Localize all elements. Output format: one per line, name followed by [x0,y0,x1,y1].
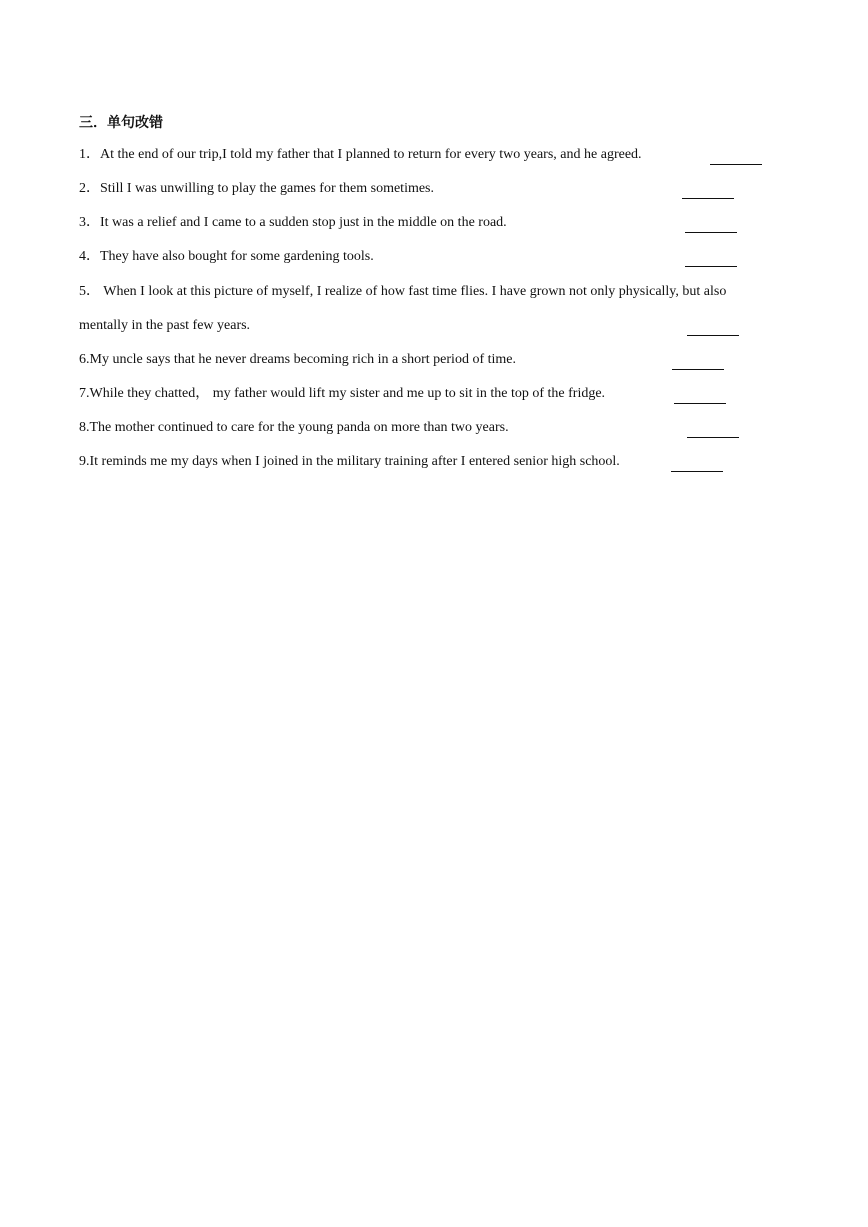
item-7-answer-blank[interactable] [674,385,726,404]
item-6-answer-blank[interactable] [672,351,724,370]
item-8-answer-blank[interactable] [687,419,739,438]
item-5-answer-blank[interactable] [687,317,739,336]
item-8-text: 8.The mother continued to care for the young panda on more than two years. [79,420,509,435]
item-5-text: 5． When I look at this picture of myself, I realize of how fast time flies. I have grown not only physically, but also [79,284,727,299]
item-3-text: 3．It was a relief and I came to a sudden stop just in the middle on the road. [79,215,507,230]
item-3-answer-blank[interactable] [685,214,737,233]
item-1-text: 1．At the end of our trip,I told my father that I planned to return for every two years, and he agreed. [79,147,642,162]
item-2-answer-blank[interactable] [682,180,734,199]
item-7-text: 7.While they chatted， my father would lift my sister and me up to sit in the top of the fridge. [79,386,606,401]
section-heading: 三．单句改错 [79,115,163,131]
item-4-answer-blank[interactable] [685,248,737,267]
item-5-continuation: mentally in the past few years. [79,318,251,333]
item-4-text: 4．They have also bought for some gardening tools. [79,249,374,264]
item-9-answer-blank[interactable] [671,453,723,472]
item-9-text: 9.It reminds me my days when I joined in the military training after I entered senior high school. [79,454,620,469]
item-6-text: 6.My uncle says that he never dreams becoming rich in a short period of time. [79,352,516,367]
item-2-text: 2．Still I was unwilling to play the games for them sometimes. [79,181,435,196]
item-1-answer-blank[interactable] [710,146,762,165]
